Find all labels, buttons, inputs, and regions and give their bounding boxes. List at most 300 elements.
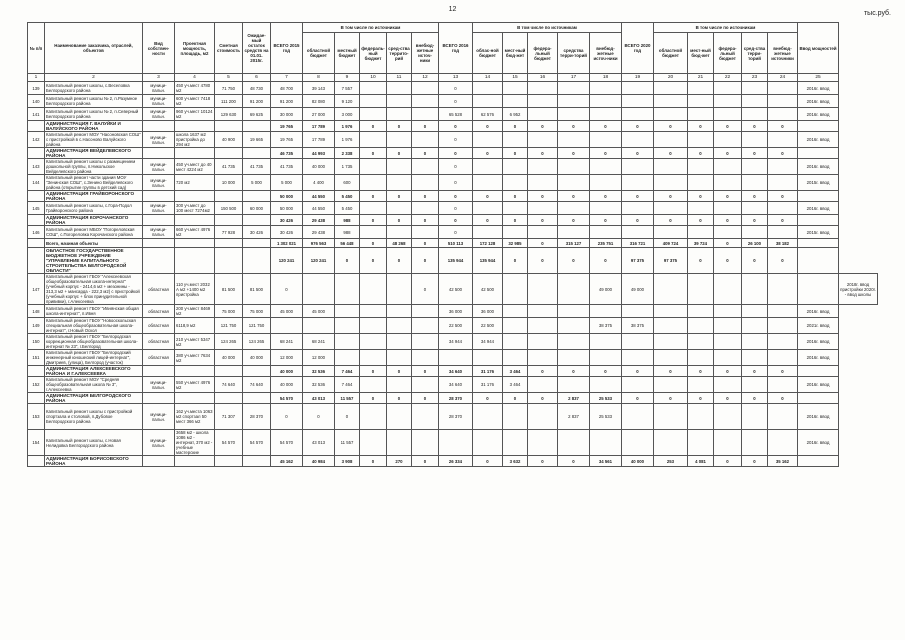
table-cell (360, 377, 387, 393)
table-cell: 54 570 (243, 430, 271, 456)
table-cell: 46 735 (271, 148, 303, 159)
table-cell (798, 366, 839, 377)
column-number-cell: 6 (243, 74, 271, 82)
table-cell (215, 393, 243, 404)
table-cell (714, 82, 742, 95)
table-cell (742, 175, 768, 191)
table-cell (654, 377, 688, 393)
table-cell (622, 175, 654, 191)
table-cell: 19 765 (271, 132, 303, 148)
table-cell (714, 430, 742, 456)
table-cell: 44 550 (303, 191, 335, 202)
table-cell: муници-пальн. (143, 202, 175, 215)
table-cell: 11 557 (335, 393, 360, 404)
table-cell: 17 789 (303, 132, 335, 148)
table-cell: 28 370 (439, 404, 473, 430)
table-row (28, 404, 878, 430)
table-cell: муници-пальн. (143, 82, 175, 95)
table-cell (742, 132, 768, 148)
table-cell: 41 735 (243, 159, 271, 175)
table-cell: 5 450 (335, 202, 360, 215)
table-cell: 0 (412, 148, 439, 159)
table-cell: 56 448 (335, 239, 360, 248)
table-cell (742, 95, 768, 108)
table-cell (387, 175, 412, 191)
table-cell: 44 993 (303, 148, 335, 159)
table-cell (742, 350, 768, 366)
table-cell (558, 274, 590, 305)
table-cell: 32 536 (303, 366, 335, 377)
table-cell: 2 837 (558, 393, 590, 404)
table-cell: 111 200 (215, 95, 243, 108)
table-cell (688, 318, 714, 334)
col-name-header: Наименование заказчика, отраслей, объектов (45, 23, 143, 74)
table-cell (558, 334, 590, 350)
table-cell: 2016г. ввод (798, 108, 839, 121)
table-cell (387, 377, 412, 393)
row-name-cell: Всего, начиная объекты (45, 239, 143, 248)
table-cell: 162 уч.места 1063 м2 спортзал 50 мест 366 м2 (175, 404, 215, 430)
table-cell (742, 274, 768, 305)
src-regional2-header: облас-ной бюджет (473, 33, 503, 74)
table-cell (473, 175, 503, 191)
table-cell: 2 338 (335, 148, 360, 159)
table-cell (412, 202, 439, 215)
table-cell: 0 (439, 82, 473, 95)
table-cell: 0 (360, 121, 387, 132)
table-cell: 34 640 (439, 366, 473, 377)
table-cell: 35 162 (768, 456, 798, 467)
table-cell (798, 393, 839, 404)
table-cell: 71 750 (215, 82, 243, 95)
table-cell: 0 (360, 215, 387, 226)
table-cell: 0 (528, 148, 558, 159)
table-cell: 25 533 (590, 393, 622, 404)
table-cell: 68 241 (303, 334, 335, 350)
table-cell: 0 (528, 215, 558, 226)
table-cell (742, 430, 768, 456)
table-cell: 2021г. ввод (798, 318, 839, 334)
budget-table (27, 22, 878, 467)
page-number: 12 (448, 6, 457, 13)
table-cell (590, 108, 622, 121)
table-cell (528, 430, 558, 456)
table-cell (558, 108, 590, 121)
table-cell (768, 226, 798, 239)
row-number-cell (28, 148, 45, 159)
table-cell: 988 (335, 226, 360, 239)
table-cell: 0 (622, 393, 654, 404)
table-cell (473, 350, 503, 366)
table-cell (688, 132, 714, 148)
table-row (28, 202, 878, 215)
table-cell (654, 202, 688, 215)
table-cell: 71 307 (215, 404, 243, 430)
table-cell: 0 (714, 366, 742, 377)
column-number-cell: 14 (473, 74, 503, 82)
table-cell: 5 000 (243, 175, 271, 191)
table-cell (335, 274, 360, 305)
table-cell: 0 (688, 121, 714, 132)
table-cell: 0 (412, 121, 439, 132)
table-cell (768, 175, 798, 191)
table-cell: муници-пальн. (143, 404, 175, 430)
table-cell: 0 (768, 148, 798, 159)
section-row (28, 366, 878, 377)
table-cell (387, 132, 412, 148)
column-number-cell: 25 (798, 74, 839, 82)
table-cell (622, 95, 654, 108)
table-cell: 91 200 (271, 95, 303, 108)
table-cell: 22 500 (473, 318, 503, 334)
table-cell: 54 570 (271, 393, 303, 404)
table-cell: 0 (558, 121, 590, 132)
table-cell: 0 (439, 148, 473, 159)
table-row (28, 95, 878, 108)
table-cell: 54 570 (215, 430, 243, 456)
table-cell (503, 82, 528, 95)
table-cell: 0 (387, 121, 412, 132)
table-row (28, 274, 878, 305)
row-name-cell: Капитальный ремонт ГБОУ "Белгородский инженерный юношеский лицей-интернат", Дмитриев, (улица), Белгород (участок) (45, 350, 143, 366)
table-cell (215, 248, 243, 274)
table-cell (590, 202, 622, 215)
table-cell (271, 318, 303, 334)
table-cell: 26 334 (439, 456, 473, 467)
table-cell (654, 334, 688, 350)
row-name-cell: Капитальный ремонт части здания МОУ "Зенинская СОШ", с.Зенино Вейделевского района (открытие группы в детский сад) (45, 175, 143, 191)
table-cell: 300 уч.мест до 100 мест 7274м2 (175, 202, 215, 215)
table-cell: 0 (303, 404, 335, 430)
table-cell (688, 377, 714, 393)
table-cell: 315 127 (558, 239, 590, 248)
table-cell (768, 132, 798, 148)
column-number-cell: 4 (175, 74, 215, 82)
table-cell: 550 уч.мест 4976 м2 (175, 377, 215, 393)
table-cell (714, 350, 742, 366)
table-cell: 2015г. ввод (798, 175, 839, 191)
column-numbers-row (28, 74, 878, 82)
table-cell (473, 159, 503, 175)
table-cell: 2016г. ввод (798, 377, 839, 393)
table-cell (714, 305, 742, 318)
table-cell (387, 82, 412, 95)
table-cell: 41 735 (215, 159, 243, 175)
table-cell: 0 (558, 215, 590, 226)
table-cell: 0 (412, 393, 439, 404)
table-cell: 0 (503, 148, 528, 159)
table-cell: 43 013 (303, 393, 335, 404)
row-name-cell: АДМИНИСТРАЦИЯ БОРИСОВСКОГО РАЙОНА (45, 456, 143, 467)
table-cell (528, 377, 558, 393)
table-cell: 0 (768, 191, 798, 202)
table-cell: 0 (503, 215, 528, 226)
table-cell (528, 202, 558, 215)
row-name-cell: Капитальный ремонт ГБОУ "Ивнянская общая школа-интернат", п.Ивня (45, 305, 143, 318)
table-row (28, 305, 878, 318)
table-cell (688, 202, 714, 215)
table-cell: 44 550 (303, 202, 335, 215)
table-cell (303, 274, 335, 305)
table-cell (714, 377, 742, 393)
table-cell: 7 464 (335, 377, 360, 393)
column-number-cell: 17 (558, 74, 590, 82)
table-cell (175, 456, 215, 467)
table-cell: 40 900 (215, 132, 243, 148)
table-cell: 60 000 (243, 202, 271, 215)
table-cell (558, 95, 590, 108)
table-cell: 1 735 (335, 159, 360, 175)
table-cell (798, 121, 839, 132)
table-cell (175, 148, 215, 159)
table-cell: 0 (412, 366, 439, 377)
table-cell: 0 (528, 366, 558, 377)
table-cell (412, 377, 439, 393)
table-cell: 0 (590, 191, 622, 202)
table-cell: 12 000 (303, 350, 335, 366)
table-cell: муници-пальн. (143, 132, 175, 148)
table-cell: 600 уч.мест 7418 м2 (175, 95, 215, 108)
table-cell: 210 уч.мест 5347 м2 (175, 334, 215, 350)
table-cell (688, 175, 714, 191)
table-cell: 0 (439, 226, 473, 239)
table-cell: 6 952 (503, 108, 528, 121)
col-commissioning-header: Ввод мощностей (798, 23, 839, 74)
table-cell (243, 191, 271, 202)
row-number-cell (28, 248, 45, 274)
table-cell (412, 226, 439, 239)
table-cell (143, 239, 175, 248)
col-total2015-header: ВСЕГО 2015 год (271, 23, 303, 74)
table-cell (742, 159, 768, 175)
table-cell: 7 464 (335, 366, 360, 377)
table-cell (503, 318, 528, 334)
table-cell (387, 159, 412, 175)
table-cell: 0 (387, 248, 412, 274)
table-cell (528, 175, 558, 191)
table-cell: 40 000 (215, 350, 243, 366)
table-cell: 0 (439, 175, 473, 191)
table-cell (243, 456, 271, 467)
table-cell (714, 108, 742, 121)
table-cell (742, 305, 768, 318)
table-cell (387, 404, 412, 430)
table-cell: 3 464 (503, 377, 528, 393)
table-cell (714, 404, 742, 430)
table-cell: 0 (688, 215, 714, 226)
table-cell: 0 (688, 248, 714, 274)
table-cell: областная (143, 350, 175, 366)
row-number-cell (28, 456, 45, 467)
table-cell (742, 318, 768, 334)
table-cell: 450 уч.мест 4780 м2 (175, 82, 215, 95)
table-cell: 32 985 (503, 239, 528, 248)
table-cell: 10 000 (215, 175, 243, 191)
table-cell: 0 (688, 366, 714, 377)
table-cell (360, 132, 387, 148)
column-number-cell: 3 (143, 74, 175, 82)
row-number-cell: 146 (28, 226, 45, 239)
table-cell: 0 (590, 366, 622, 377)
table-cell (590, 430, 622, 456)
row-number-cell: 142 (28, 132, 45, 148)
table-cell (335, 334, 360, 350)
table-cell: муници-пальн. (143, 108, 175, 121)
table-cell (360, 274, 387, 305)
incl2015-header: В том числе по источникам (303, 23, 439, 33)
table-cell: 0 (714, 215, 742, 226)
table-cell: 0 (714, 393, 742, 404)
table-cell: 2016г. ввод (798, 334, 839, 350)
table-cell: 74 640 (215, 377, 243, 393)
section-row (28, 148, 878, 159)
column-number-cell: 16 (528, 74, 558, 82)
table-cell (654, 82, 688, 95)
table-cell (335, 318, 360, 334)
src-extra2-header: внебюд-жетные источ-ники (590, 33, 622, 74)
table-cell: муници-пальн. (143, 175, 175, 191)
table-cell: 720 м2 (175, 175, 215, 191)
src-federal-header: федераль-ный бюджет (360, 33, 387, 74)
table-cell: 0 (387, 191, 412, 202)
table-cell (412, 95, 439, 108)
table-cell (215, 456, 243, 467)
table-cell: 2018г. ввод пристройки 2020г. - ввод школы (839, 274, 878, 305)
table-cell: 0 (412, 248, 439, 274)
table-cell: 0 (473, 393, 503, 404)
table-cell (387, 350, 412, 366)
table-cell: 0 (590, 121, 622, 132)
table-cell: 0 (412, 215, 439, 226)
table-cell: 0 (439, 215, 473, 226)
table-cell (175, 248, 215, 274)
table-cell (768, 159, 798, 175)
table-cell (590, 350, 622, 366)
table-cell (590, 159, 622, 175)
table-cell: 0 (742, 366, 768, 377)
table-cell: 0 (439, 95, 473, 108)
table-cell: 38 182 (768, 239, 798, 248)
table-cell: муници-пальн. (143, 430, 175, 456)
table-cell: 0 (387, 215, 412, 226)
table-cell: 120 241 (271, 248, 303, 274)
row-number-cell (28, 239, 45, 248)
table-cell (688, 159, 714, 175)
table-cell (387, 108, 412, 121)
row-number-cell (28, 121, 45, 132)
table-cell: 48 700 (271, 82, 303, 95)
table-cell: 19 665 (243, 132, 271, 148)
table-cell: муници-пальн. (143, 226, 175, 239)
table-cell: 0 (412, 274, 439, 305)
row-name-cell: АДМИНИСТРАЦИЯ БЕЛГОРОДСКОГО РАЙОНА (45, 393, 143, 404)
column-number-cell: 7 (271, 74, 303, 82)
table-cell (387, 95, 412, 108)
table-cell (622, 430, 654, 456)
table-cell: 129 630 (215, 108, 243, 121)
row-number-cell: 152 (28, 377, 45, 393)
table-cell (335, 305, 360, 318)
table-cell (768, 274, 798, 305)
table-cell (335, 350, 360, 366)
table-cell (654, 159, 688, 175)
table-cell (412, 430, 439, 456)
table-cell: 2015г. ввод (798, 226, 839, 239)
table-cell (798, 191, 839, 202)
table-cell (742, 334, 768, 350)
table-row (28, 108, 878, 121)
table-cell: 0 (742, 215, 768, 226)
table-cell (688, 82, 714, 95)
table-row (28, 82, 878, 95)
table-cell (590, 377, 622, 393)
src-federal2-header: федера-льный бюджет (528, 33, 558, 74)
total-row (28, 239, 878, 248)
table-cell: 510 113 (439, 239, 473, 248)
table-cell (654, 95, 688, 108)
table-cell: 0 (654, 121, 688, 132)
row-name-cell: Капитальный ремонт школы № 2, п.Северный Белгородского района (45, 108, 143, 121)
table-cell: 270 (387, 456, 412, 467)
table-cell (143, 393, 175, 404)
column-number-cell: 20 (654, 74, 688, 82)
table-cell (714, 95, 742, 108)
table-cell: 29 438 (303, 226, 335, 239)
row-number-cell (28, 191, 45, 202)
src-regional3-header: областной бюджет (654, 33, 688, 74)
table-cell (412, 132, 439, 148)
table-cell: 0 (714, 456, 742, 467)
table-cell: 0 (528, 191, 558, 202)
table-cell: 409 724 (654, 239, 688, 248)
table-cell (558, 377, 590, 393)
table-cell: 121 750 (215, 318, 243, 334)
src-federal3-header: федера-льный бюджет (714, 33, 742, 74)
table-cell (798, 456, 839, 467)
row-number-cell: 149 (28, 318, 45, 334)
table-cell: 0 (528, 456, 558, 467)
table-cell: 0 (387, 148, 412, 159)
row-name-cell: АДМИНИСТРАЦИЯ ГРАЙВОРОНСКОГО РАЙОНА (45, 191, 143, 202)
table-cell (528, 95, 558, 108)
table-cell (473, 95, 503, 108)
table-cell: 1 976 (335, 132, 360, 148)
table-cell: 31 176 (473, 377, 503, 393)
column-number-cell: 1 (28, 74, 45, 82)
table-cell (590, 95, 622, 108)
table-cell (654, 305, 688, 318)
table-cell (590, 175, 622, 191)
table-cell (768, 350, 798, 366)
row-number-cell: 153 (28, 404, 45, 430)
table-cell (558, 82, 590, 95)
col-capacity-header: Проектная мощность, площадь, м2 (175, 23, 215, 74)
table-cell (768, 430, 798, 456)
table-cell: 135 944 (439, 248, 473, 274)
table-cell (387, 334, 412, 350)
table-cell (528, 132, 558, 148)
table-cell: 0 (742, 393, 768, 404)
row-number-cell: 144 (28, 175, 45, 191)
table-cell (143, 215, 175, 226)
table-cell (742, 377, 768, 393)
table-cell (590, 226, 622, 239)
table-cell (768, 305, 798, 318)
table-cell (215, 366, 243, 377)
table-cell: 28 370 (439, 393, 473, 404)
table-cell (768, 108, 798, 121)
table-cell (360, 305, 387, 318)
